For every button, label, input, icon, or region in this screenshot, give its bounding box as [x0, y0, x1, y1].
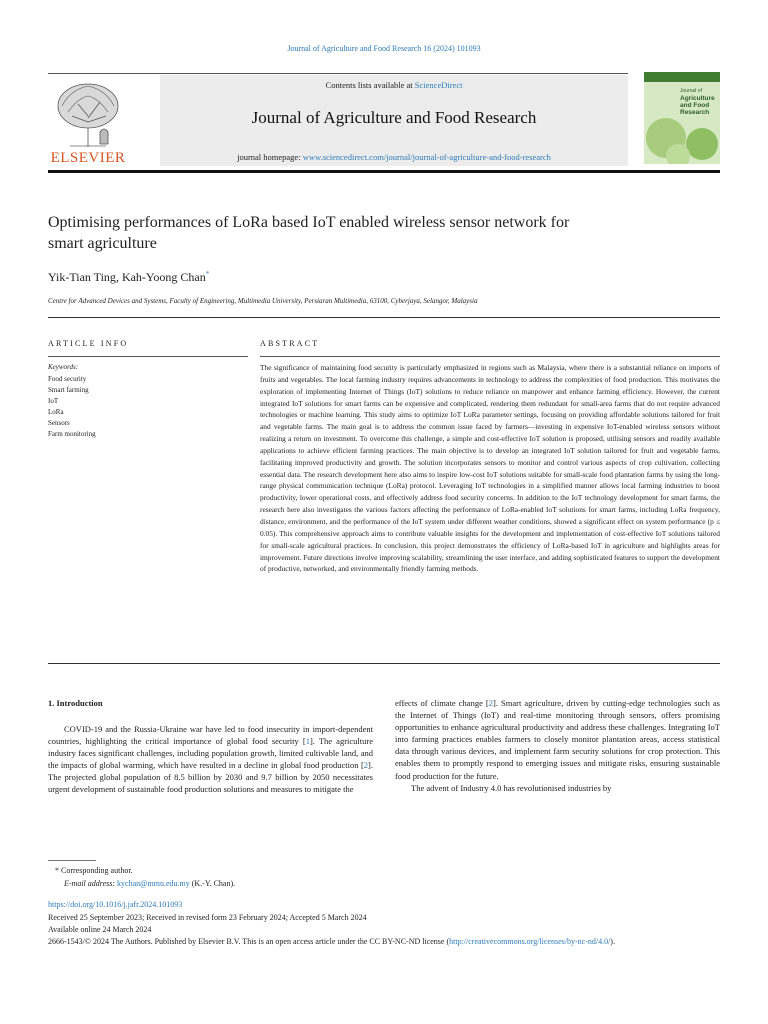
keyword: LoRa	[48, 408, 64, 416]
email-suffix: (K.-Y. Chan).	[189, 879, 236, 888]
body-text: ]. Smart agriculture, driven by cutting-edge technologies such as the Internet of Things (IoT) and real-time monitoring through sensors, offers promising opportunities to enhance agricultural productivity and address these challenges. Integrating IoT into farming practices enables farmers to closely monitor plantation areas, access statistical data through various devices, and implement farm security solutions for crop protection. This enables them to promptly respond to emerging issues and mitigate risks, ensuring sustainable food production for the future.	[395, 698, 720, 781]
citation-link[interactable]: 2	[363, 760, 369, 771]
citation-link[interactable]: 1	[305, 736, 310, 747]
body-text: effects of climate change [	[395, 698, 489, 708]
body-column-left	[48, 723, 373, 796]
email-label: E-mail address:	[64, 879, 118, 888]
keywords-label: Keywords:	[48, 363, 79, 371]
body-paragraph: The advent of Industry 4.0 has revolutionised industries by	[411, 782, 612, 793]
body-text: COVID-19 and the Russia-Ukraine war have led to food insecurity in import-dependent countries, highlighting the critical importance of global food security [	[48, 724, 373, 747]
section-heading-introduction: 1. Introduction	[48, 698, 103, 708]
email-link[interactable]: kychan@mmu.edu.my	[117, 879, 190, 888]
abstract-rule	[260, 356, 720, 357]
body-text: ]. The agriculture industry faces significant challenges, including population growth, limited cultivable land, and the impacts of global warming, which have resulted in a decline in global food production [	[48, 736, 373, 771]
homepage-label: journal homepage:	[237, 152, 303, 162]
body-column-right	[395, 697, 720, 794]
keyword-list	[48, 374, 96, 440]
contents-available	[160, 80, 628, 90]
journal-homepage	[160, 152, 628, 162]
journal-citation-link[interactable]: Journal of Agriculture and Food Research 16 (2024) 101093	[287, 44, 481, 53]
email-footnote	[64, 879, 235, 888]
cover-title-line: Journal of	[680, 88, 702, 94]
abstract-text: The significance of maintaining food security is particularly emphasized in regions such as Malaysia, where there is a substantial reliance on imports of fruits and vegetables. The local farming industry requires advancements in technology to address the complexities of food production. This motivates the exploration of implementing Internet of Things (IoT) solutions to reduce reliance on manpower and enhance farming efficiency. However, the current integrated IoT solutions for smart farms can be expensive and complicated, rendering them redundant for small-area farms that do not require advanced technologies or machine learning. This study aims to optimize IoT LoRa parameter settings, focusing on providing affordable solutions tailored for fruit and vegetable farms. The main goal is to address the common issue faced by farmers—investing in expensive IoT-enabled wireless sensors without realizing a return on investment. To overcome this challenge, a simple and cost-effective IoT solution is proposed, utilising sensors and readily available applications to achieve efficient farming practices. The main objective is to develop an integrated IoT solution tailored for fruit and vegetable farms, facilitating improved productivity and growth. The solution incorporates sensors to monitor and control various aspects of crop cultivation, collecting essential data. The research development here also aims to inspire low-cost IoT solutions suitable for small-scale food plantation farms by using the long-range physical communication technique (LoRa) protocol. Leveraging IoT technologies in a simplified manner allows local farming industries to boost productivity, lower operational costs, and effectively address food security concerns. In addition to the IoT technology development for smart farms, the research here also investigates the various factors affecting the performance of LoRa-enabled IoT solutions for smart farms, including LoRa frequency, distance, environment, and the performance of the IoT system under different weather conditions, showed a significant effect on system performance (p ≤ 0.05). This comprehensive approach aims to contribute valuable insights for the development and implementation of cost-effective IoT solutions tailored for small-scale agricultural practices. In conclusion, this project demonstrates the efficiency of LoRa-based IoT in agriculture and highlights areas for improvement. Future directions involve improving scalability, streamlining the user interface, and adding sophisticated features to support the development of productive, networked, and environmentally friendly farming methods.	[260, 363, 720, 574]
license-text: ).	[610, 937, 615, 946]
keyword: Farm monitoring	[48, 430, 96, 438]
article-info-heading: ARTICLE INFO	[48, 339, 129, 348]
doi-link[interactable]: https://doi.org/10.1016/j.jafr.2024.101093	[48, 900, 183, 909]
cover-title	[680, 88, 718, 116]
article-title: Optimising performances of LoRa based IoT enabled wireless sensor network for smart agriculture	[48, 214, 570, 252]
author-name[interactable]: Kah-Yoong Chan	[121, 270, 206, 284]
masthead-bottom-rule	[48, 170, 720, 173]
cover-title-line: and Food	[680, 102, 710, 109]
abstract-heading: ABSTRACT	[260, 339, 320, 348]
received-dates: Received 25 September 2023; Received in revised form 23 February 2024; Accepted 5 March 2024	[48, 913, 367, 922]
abstract-bottom-rule	[48, 663, 720, 664]
license-text: 2666-1543/© 2024 The Authors. Published by Elsevier B.V. This is an open access article under the CC BY-NC-ND license (	[48, 937, 450, 946]
author-affiliation: Centre for Advanced Devices and Systems, Faculty of Engineering, Multimedia University, Persiaran Multimedia, 63100, Cyberjaya, Selangor, Malaysia	[48, 297, 478, 305]
author-name[interactable]: Yik-Tian Ting	[48, 270, 116, 284]
citation-link[interactable]: 2	[488, 698, 493, 708]
author-list: Yik-Tian Ting, Kah-Yoong Chan*	[48, 270, 210, 284]
sciencedirect-link[interactable]: ScienceDirect	[414, 80, 463, 90]
keyword: Food security	[48, 375, 87, 383]
cover-title-line: Agriculture	[680, 95, 715, 102]
affiliation-rule	[48, 317, 720, 318]
cover-art	[644, 72, 720, 164]
cover-title-line: Research	[680, 109, 710, 116]
license-link[interactable]: http://creativecommons.org/licenses/by-nc-nd/4.0/	[449, 937, 611, 946]
article-info-rule	[48, 356, 248, 357]
homepage-link[interactable]: www.sciencedirect.com/journal/journal-of-agriculture-and-food-research	[302, 152, 551, 162]
body-text: ]. The projected global population of 8.5 billion by 2030 and 9.7 billion by 2050 necessitates urgent development of sustainable food production solutions and measures to mitigate the	[48, 760, 373, 795]
keyword: Sensors	[48, 419, 70, 427]
journal-cover-thumbnail[interactable]	[644, 72, 720, 164]
keyword: Smart farming	[48, 386, 89, 394]
footnote-rule	[48, 860, 96, 861]
corresponding-author-mark[interactable]: *	[205, 270, 210, 278]
journal-title: Journal of Agriculture and Food Research	[251, 108, 537, 127]
corresponding-author-note: * Corresponding author.	[55, 866, 133, 875]
online-date: Available online 24 March 2024	[48, 925, 152, 934]
masthead-top-rule	[48, 73, 628, 74]
keyword: IoT	[48, 397, 59, 405]
license-statement	[48, 936, 720, 948]
contents-prefix: Contents lists available at	[325, 80, 415, 90]
body-paragraph	[395, 697, 720, 782]
elsevier-wordmark: ELSEVIER	[50, 150, 126, 166]
